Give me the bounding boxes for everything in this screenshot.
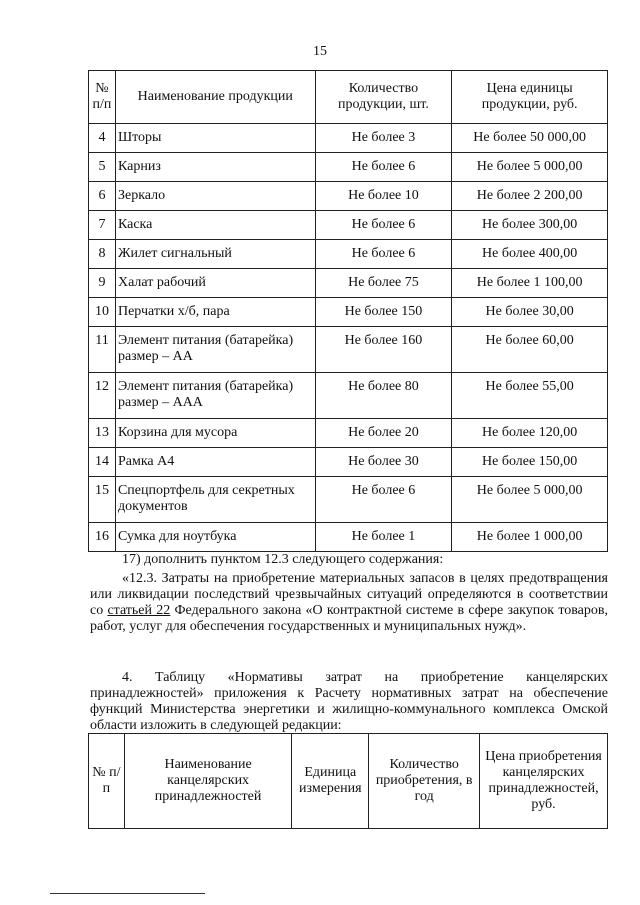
table-row xyxy=(89,523,608,552)
row-price: Не более 150,00 xyxy=(452,448,608,477)
row-name: Сумка для ноутбука xyxy=(115,523,315,552)
row-num: 7 xyxy=(89,211,116,240)
header-price: Цена приобретения канцелярских принадлежностей, руб. xyxy=(480,734,608,829)
row-qty: Не более 6 xyxy=(315,477,452,523)
table-row xyxy=(89,373,608,419)
paragraph-12-3-text-start: «12.3. Затраты на приобретение материальных запасов в целях предотвращения или ликвидации последствий чрезвычайных ситуаций определяются в соответствии со xyxy=(90,571,608,618)
stationery-table-header xyxy=(89,734,608,829)
law-article-link[interactable]: статьей 22 xyxy=(107,603,171,618)
row-name: Зеркало xyxy=(115,182,315,211)
row-price: Не более 1 100,00 xyxy=(452,269,608,298)
row-num: 4 xyxy=(89,124,116,153)
table-row xyxy=(89,240,608,269)
table-row xyxy=(89,182,608,211)
row-price: Не более 5 000,00 xyxy=(452,153,608,182)
row-price: Не более 30,00 xyxy=(452,298,608,327)
row-num: 9 xyxy=(89,269,116,298)
row-num: 16 xyxy=(89,523,116,552)
table-row xyxy=(89,419,608,448)
paragraph-12-3-text-end: Федерального закона «О контрактной системе в сфере закупок товаров, работ, услуг для обеспечения государственных и муниципальных нужд». xyxy=(90,603,608,634)
row-num: 15 xyxy=(89,477,116,523)
row-qty: Не более 30 xyxy=(315,448,452,477)
row-name: Каска xyxy=(115,211,315,240)
header-name: Наименование продукции xyxy=(115,71,315,124)
row-name: Шторы xyxy=(115,124,315,153)
row-num: 10 xyxy=(89,298,116,327)
row-name: Перчатки х/б, пара xyxy=(115,298,315,327)
row-price: Не более 2 200,00 xyxy=(452,182,608,211)
header-num: № п/п xyxy=(89,734,125,829)
row-qty: Не более 6 xyxy=(315,240,452,269)
table-row xyxy=(89,153,608,182)
row-price: Не более 55,00 xyxy=(452,373,608,419)
stationery-table xyxy=(88,733,608,829)
row-num: 11 xyxy=(89,327,116,373)
page-number: 15 xyxy=(313,44,327,59)
row-price: Не более 120,00 xyxy=(452,419,608,448)
paragraph-4: 4. Таблицу «Нормативы затрат на приобретение канцелярских принадлежностей» приложения к Расчету нормативных затрат на обеспечение функций Министерства энергетики и жилищно-коммунального комплекса Омской области изложить в следующей редакции: xyxy=(90,670,608,733)
row-name: Халат рабочий xyxy=(115,269,315,298)
row-qty: Не более 6 xyxy=(315,153,452,182)
row-price: Не более 1 000,00 xyxy=(452,523,608,552)
row-name: Элемент питания (батарейка) размер – ААА xyxy=(115,373,315,419)
paragraph-17: 17) дополнить пунктом 12.3 следующего содержания: xyxy=(122,552,444,567)
products-table xyxy=(88,70,608,552)
row-name: Спецпортфель для секретных документов xyxy=(115,477,315,523)
row-price: Не более 400,00 xyxy=(452,240,608,269)
row-price: Не более 60,00 xyxy=(452,327,608,373)
header-qty: Количество продукции, шт. xyxy=(315,71,452,124)
table-row xyxy=(89,448,608,477)
row-qty: Не более 10 xyxy=(315,182,452,211)
header-price: Цена единицы продукции, руб. xyxy=(452,71,608,124)
table-row xyxy=(89,477,608,523)
header-unit: Единица измерения xyxy=(292,734,369,829)
header-qty: Количество приобретения, в год xyxy=(369,734,480,829)
row-qty: Не более 160 xyxy=(315,327,452,373)
products-table-header xyxy=(89,71,608,124)
row-num: 14 xyxy=(89,448,116,477)
row-num: 8 xyxy=(89,240,116,269)
footnote-separator xyxy=(50,893,205,894)
header-num: № п/п xyxy=(89,71,116,124)
row-name: Элемент питания (батарейка) размер – АА xyxy=(115,327,315,373)
paragraph-12-3 xyxy=(90,571,608,635)
row-name: Рамка А4 xyxy=(115,448,315,477)
table-row xyxy=(89,211,608,240)
header-name: Наименование канцелярских принадлежностей xyxy=(124,734,292,829)
row-name: Жилет сигнальный xyxy=(115,240,315,269)
row-price: Не более 5 000,00 xyxy=(452,477,608,523)
row-qty: Не более 1 xyxy=(315,523,452,552)
row-qty: Не более 20 xyxy=(315,419,452,448)
row-qty: Не более 150 xyxy=(315,298,452,327)
row-price: Не более 50 000,00 xyxy=(452,124,608,153)
row-name: Корзина для мусора xyxy=(115,419,315,448)
table-row xyxy=(89,269,608,298)
row-qty: Не более 6 xyxy=(315,211,452,240)
row-qty: Не более 80 xyxy=(315,373,452,419)
row-num: 6 xyxy=(89,182,116,211)
row-qty: Не более 75 xyxy=(315,269,452,298)
row-num: 13 xyxy=(89,419,116,448)
row-name: Карниз xyxy=(115,153,315,182)
row-price: Не более 300,00 xyxy=(452,211,608,240)
row-num: 5 xyxy=(89,153,116,182)
table-row xyxy=(89,298,608,327)
row-qty: Не более 3 xyxy=(315,124,452,153)
row-num: 12 xyxy=(89,373,116,419)
table-row xyxy=(89,327,608,373)
products-table-body xyxy=(89,124,608,552)
table-row xyxy=(89,124,608,153)
